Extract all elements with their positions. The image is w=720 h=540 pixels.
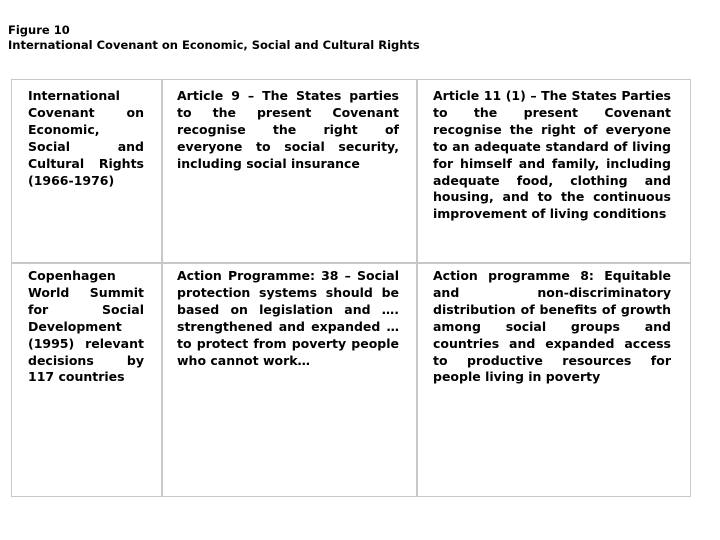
table-row-divider [11,262,691,264]
table-column-divider [161,79,163,497]
table-cell-row1-col1: International Covenant on Economic, Social and Cultural Rights (1966-1976) [28,88,144,188]
table-cell-row2-col1: Copenhagen World Summit for Social Development (1995) relevant decisions by 117 countries [28,268,144,385]
figure-label: Figure 10 [8,23,70,37]
table-cell-row1-col2: Article 9 – The States parties to the present Covenant recognise the right of everyone to social security, including social insurance [177,88,399,171]
table-cell-row2-col3: Action programme 8: Equitable and non-discriminatory distribution of benefits of growth among social groups and countries and expanded access to productive resources for people living in poverty [433,268,671,385]
table-column-divider [416,79,418,497]
table-cell-row1-col3: Article 11 (1) – The States Parties to the present Covenant recognise the right of everyone to an adequate standard of living for himself and family, including adequate food, clothing and housing, and to the continuous improvement of living conditions [433,88,671,222]
figure-title: International Covenant on Economic, Social and Cultural Rights [8,38,420,52]
table-cell-row2-col2: Action Programme: 38 – Social protection systems should be based on legislation and …. strengthened and expanded … to protect from poverty people who cannot work… [177,268,399,368]
